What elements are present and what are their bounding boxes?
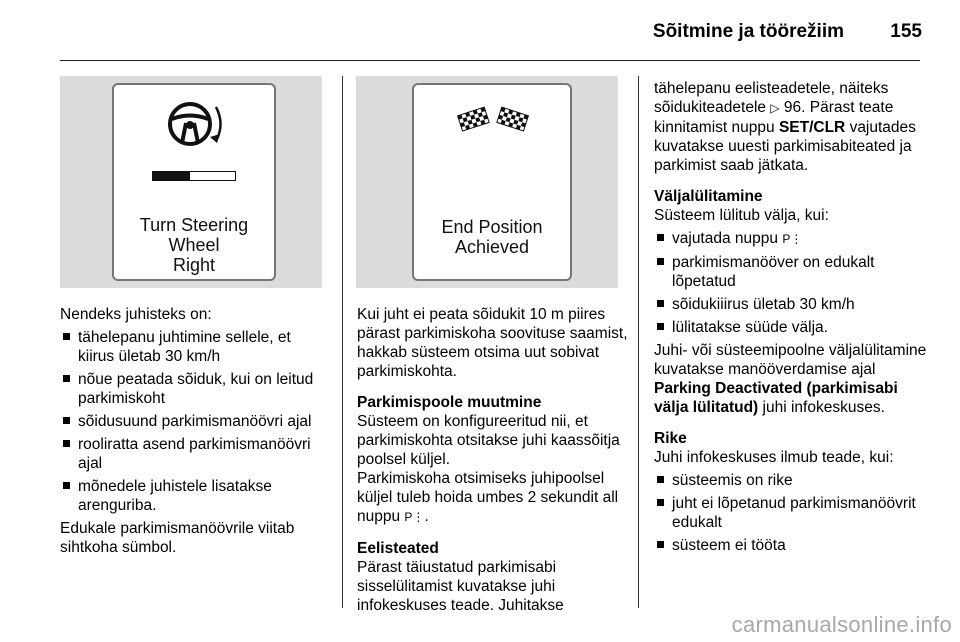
col1-bullet-list bbox=[60, 328, 328, 515]
section-heading-priority-messages: Eelisteated bbox=[357, 540, 439, 557]
display-panel bbox=[112, 83, 276, 281]
column-divider-right bbox=[638, 76, 639, 608]
bullet-icon bbox=[63, 482, 70, 489]
list-item: mõnedele juhistele lisatakse arenguriba. bbox=[60, 477, 328, 515]
list-item: lülitatakse süüde välja. bbox=[654, 318, 932, 337]
col3-para-2: Juhi- või süsteemipoolne väljalülitamine kuvatakse manööverdamise ajal Parking Deactivated (parkimisabi välja lülitatud) juhi infokeskuses. bbox=[654, 342, 927, 416]
set-clr-label: SET/CLR bbox=[778, 119, 846, 136]
panel-line-2: Wheel bbox=[168, 235, 220, 255]
col2-para-1: Kui juht ei peata sõidukit 10 m piires pärast parkimiskoha soovituse saamist, hakkab süsteem otsima uut sobivat parkimiskohta. bbox=[357, 306, 628, 380]
bullet-icon bbox=[63, 333, 70, 340]
section-heading-fault: Rike bbox=[654, 430, 687, 447]
checkered-flags-icon bbox=[456, 105, 530, 137]
column-divider-left bbox=[342, 76, 343, 608]
page-reference-icon: ▷ bbox=[770, 101, 780, 115]
list-item: parkimismanööver on edukalt lõpetatud bbox=[654, 253, 932, 291]
list-item: nõue peatada sõiduk, kui on leitud parkimiskoht bbox=[60, 370, 328, 408]
figure-turn-steering bbox=[60, 76, 322, 288]
panel-line-3: Right bbox=[172, 255, 216, 275]
list-item: vajutada nuppu P⋮ bbox=[654, 229, 932, 249]
park-button-icon: P⋮ bbox=[782, 232, 803, 246]
panel-line-1: End Position bbox=[441, 217, 543, 237]
progress-bar-fill bbox=[153, 172, 190, 180]
bullet-icon bbox=[63, 417, 70, 424]
figure-end-position bbox=[356, 76, 618, 288]
bullet-icon bbox=[657, 234, 664, 241]
page-title: Sõitmine ja töörežiim bbox=[652, 21, 844, 42]
bullet-icon bbox=[657, 323, 664, 330]
col3-intro-2: Juhi infokeskuses ilmub teade, kui: bbox=[654, 449, 894, 466]
display-panel bbox=[412, 83, 572, 281]
bullet-icon bbox=[657, 476, 664, 483]
list-item: tähelepanu juhtimine sellele, et kiirus ületab 30 km/h bbox=[60, 328, 328, 366]
panel-message bbox=[114, 215, 274, 275]
section-heading-deactivation: Väljalülitamine bbox=[654, 188, 763, 205]
col3-para-1: tähelepanu eelisteadetele, näiteks sõidukiteadetele ▷ 96. Pärast teate kinnitamist nuppu SET/CLR vajutades kuvatakse uuesti parkimisabiteated ja parkimist saab jätkata. bbox=[654, 80, 916, 174]
col3-intro-1: Süsteem lülitub välja, kui: bbox=[654, 207, 829, 224]
bullet-icon bbox=[63, 375, 70, 382]
col3-bullet-list-1 bbox=[654, 229, 932, 337]
list-item: süsteem ei tööta bbox=[654, 536, 932, 555]
panel-message bbox=[414, 217, 570, 257]
list-item: rooliratta asend parkimismanöövri ajal bbox=[60, 435, 328, 473]
bullet-icon bbox=[657, 499, 664, 506]
page-header bbox=[0, 0, 960, 60]
bullet-icon bbox=[657, 258, 664, 265]
column-2 bbox=[357, 305, 629, 615]
progress-bar bbox=[152, 171, 236, 181]
parking-deactivated-label: Parking Deactivated (parkimisabi välja lülitatud) bbox=[654, 380, 898, 416]
column-3 bbox=[654, 79, 932, 559]
col2-para-2b: Parkimiskoha otsimiseks juhipoolsel küljel tuleb hoida umbes 2 sekundit all nuppu P⋮. bbox=[357, 470, 619, 525]
park-button-icon: P⋮ bbox=[404, 510, 425, 524]
panel-line-1: Turn Steering bbox=[139, 215, 249, 235]
column-1 bbox=[60, 305, 328, 557]
col2-para-3: Pärast täiustatud parkimisabi sisselülitamist kuvatakse juhi infokeskuses teade. Juhitakse bbox=[357, 559, 564, 614]
panel-line-2: Achieved bbox=[454, 237, 530, 257]
list-item: juht ei lõpetanud parkimismanöövrit edukalt bbox=[654, 494, 932, 532]
list-item: sõidukiiirus ületab 30 km/h bbox=[654, 295, 932, 314]
col3-bullet-list-2 bbox=[654, 471, 932, 555]
col2-para-2a: Süsteem on konfigureeritud nii, et parkimiskohta otsitakse juhi kaassõitja poolsel küljel. bbox=[357, 413, 620, 468]
header-rule bbox=[60, 60, 920, 61]
bullet-icon bbox=[657, 300, 664, 307]
section-heading-side-change: Parkimispoole muutmine bbox=[357, 394, 542, 411]
page-number: 155 bbox=[890, 21, 922, 42]
bullet-icon bbox=[657, 541, 664, 548]
col1-intro: Nendeks juhisteks on: bbox=[60, 306, 212, 323]
col1-closing: Edukale parkimismanöövrile viitab sihtkoha sümbol. bbox=[60, 520, 295, 556]
list-item: sõidusuund parkimismanöövri ajal bbox=[60, 412, 328, 431]
watermark: carmanualsonline.info bbox=[731, 612, 952, 637]
bullet-icon bbox=[63, 440, 70, 447]
list-item: süsteemis on rike bbox=[654, 471, 932, 490]
steering-wheel-icon bbox=[164, 97, 228, 151]
